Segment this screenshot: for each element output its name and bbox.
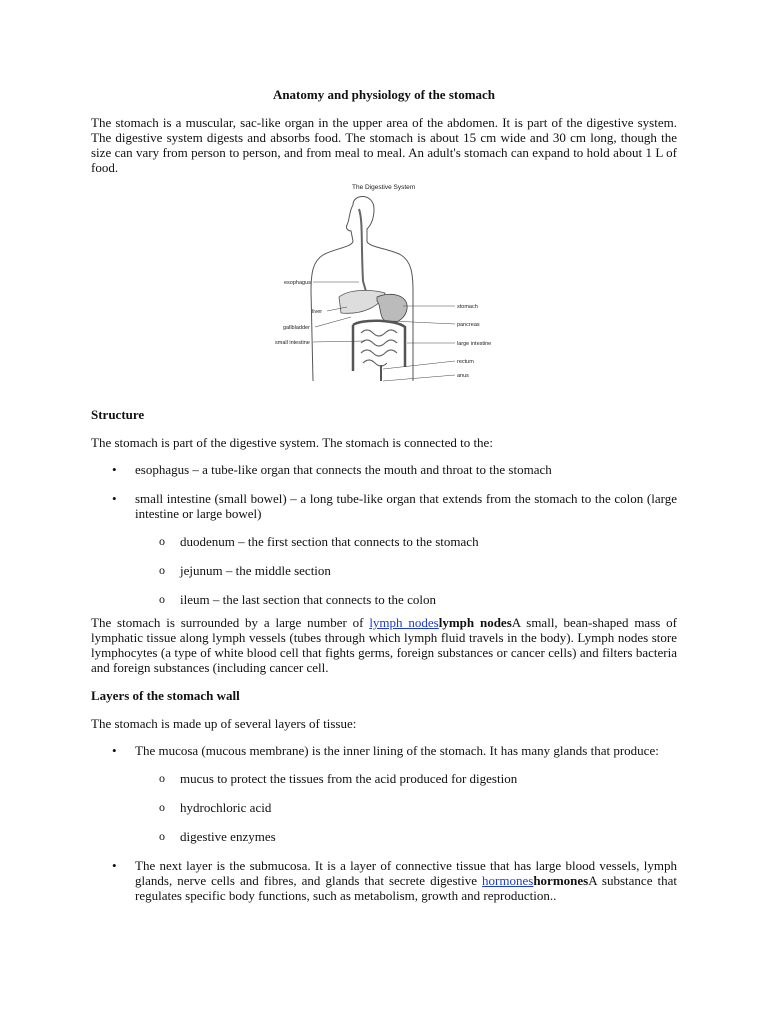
list-item: • The next layer is the submucosa. It is a layer of connective tissue that has large blood vessels, lymph glands, nerve cells and fibres, and glands that secrete digestive hormoneshormonesA substance that regulates specific body functions, such as metabolism, growth and reproduction..	[91, 858, 677, 903]
structure-heading: Structure	[91, 407, 145, 422]
document-body	[91, 84, 677, 917]
list-item: • small intestine (small bowel) – a long tube-like organ that extends from the stomach to the colon (large intestine or large bowel) o duodenum – the first section that connects to the stomach o jejunum – the middle section o ileum – the last section that connects to the colon	[91, 491, 677, 607]
layers-list	[91, 743, 677, 903]
label-anus: anus	[457, 373, 469, 379]
mucosa-sublist	[135, 771, 677, 844]
list-item: • The mucosa (mucous membrane) is the inner lining of the stomach. It has many glands that produce: o mucus to protect the tissues from the acid produced for digestion o hydrochloric acid o digestive enzymes	[91, 743, 677, 844]
lymph-nodes-link[interactable]: lymph nodes	[369, 615, 439, 630]
label-pancreas: pancreas	[457, 322, 480, 328]
label-esophagus: esophagus	[284, 280, 311, 286]
stomach-shape	[377, 294, 407, 322]
digestive-system-figure	[91, 181, 677, 393]
intro-paragraph: The stomach is a muscular, sac-like organ in the upper area of the abdomen. It is part of the digestive system. The digestive system digests and absorbs food. The stomach is about 15 cm wide and 30 cm long, though the size can vary from person to person, and from meal to meal. An adult's stomach can expand to hold about 1 L of food.	[91, 115, 677, 175]
list-item: o hydrochloric acid	[91, 800, 677, 815]
small-intestine-sublist	[135, 534, 677, 607]
label-gallbladder: gallbladder	[283, 325, 310, 331]
hormones-term: hormones	[533, 873, 589, 888]
list-item: o jejunum – the middle section	[91, 563, 677, 578]
digestive-system-diagram	[91, 181, 677, 393]
list-item: • esophagus – a tube-like organ that connects the mouth and throat to the stomach	[91, 462, 677, 477]
label-liver: liver	[312, 309, 323, 315]
layers-heading: Layers of the stomach wall	[91, 688, 240, 703]
lymph-paragraph: The stomach is surrounded by a large number of lymph nodeslymph nodesA small, bean-shaped mass of lymphatic tissue along lymph vessels (tubes through which lymph fluid travels in the body). Lymph nodes store lymphocytes (a type of white blood cell that fights germs, foreign substances or cancer cells) and filters bacteria and foreign substances (including cancer cell.	[91, 615, 677, 675]
figure-title: The Digestive System	[352, 184, 416, 191]
structure-list	[91, 462, 677, 607]
list-item: o mucus to protect the tissues from the acid produced for digestion	[91, 771, 677, 786]
hormones-link[interactable]: hormones	[482, 873, 534, 888]
label-rectum: rectum	[457, 359, 474, 365]
label-large-intestine: large intestine	[457, 341, 492, 347]
esophagus-shape	[359, 209, 367, 295]
label-small-intestine: small intestine	[275, 340, 310, 346]
list-item: o digestive enzymes	[91, 829, 677, 844]
layers-lead: The stomach is made up of several layers of tissue:	[91, 716, 357, 731]
document-title: Anatomy and physiology of the stomach	[272, 87, 496, 102]
label-stomach: stomach	[457, 304, 478, 310]
list-item: o duodenum – the first section that connects to the stomach	[91, 534, 677, 549]
small-intestine-shape	[361, 330, 397, 366]
lymph-nodes-term: lymph nodes	[438, 615, 512, 630]
structure-lead: The stomach is part of the digestive system. The stomach is connected to the:	[91, 435, 493, 450]
list-item: o ileum – the last section that connects to the colon	[91, 592, 677, 607]
